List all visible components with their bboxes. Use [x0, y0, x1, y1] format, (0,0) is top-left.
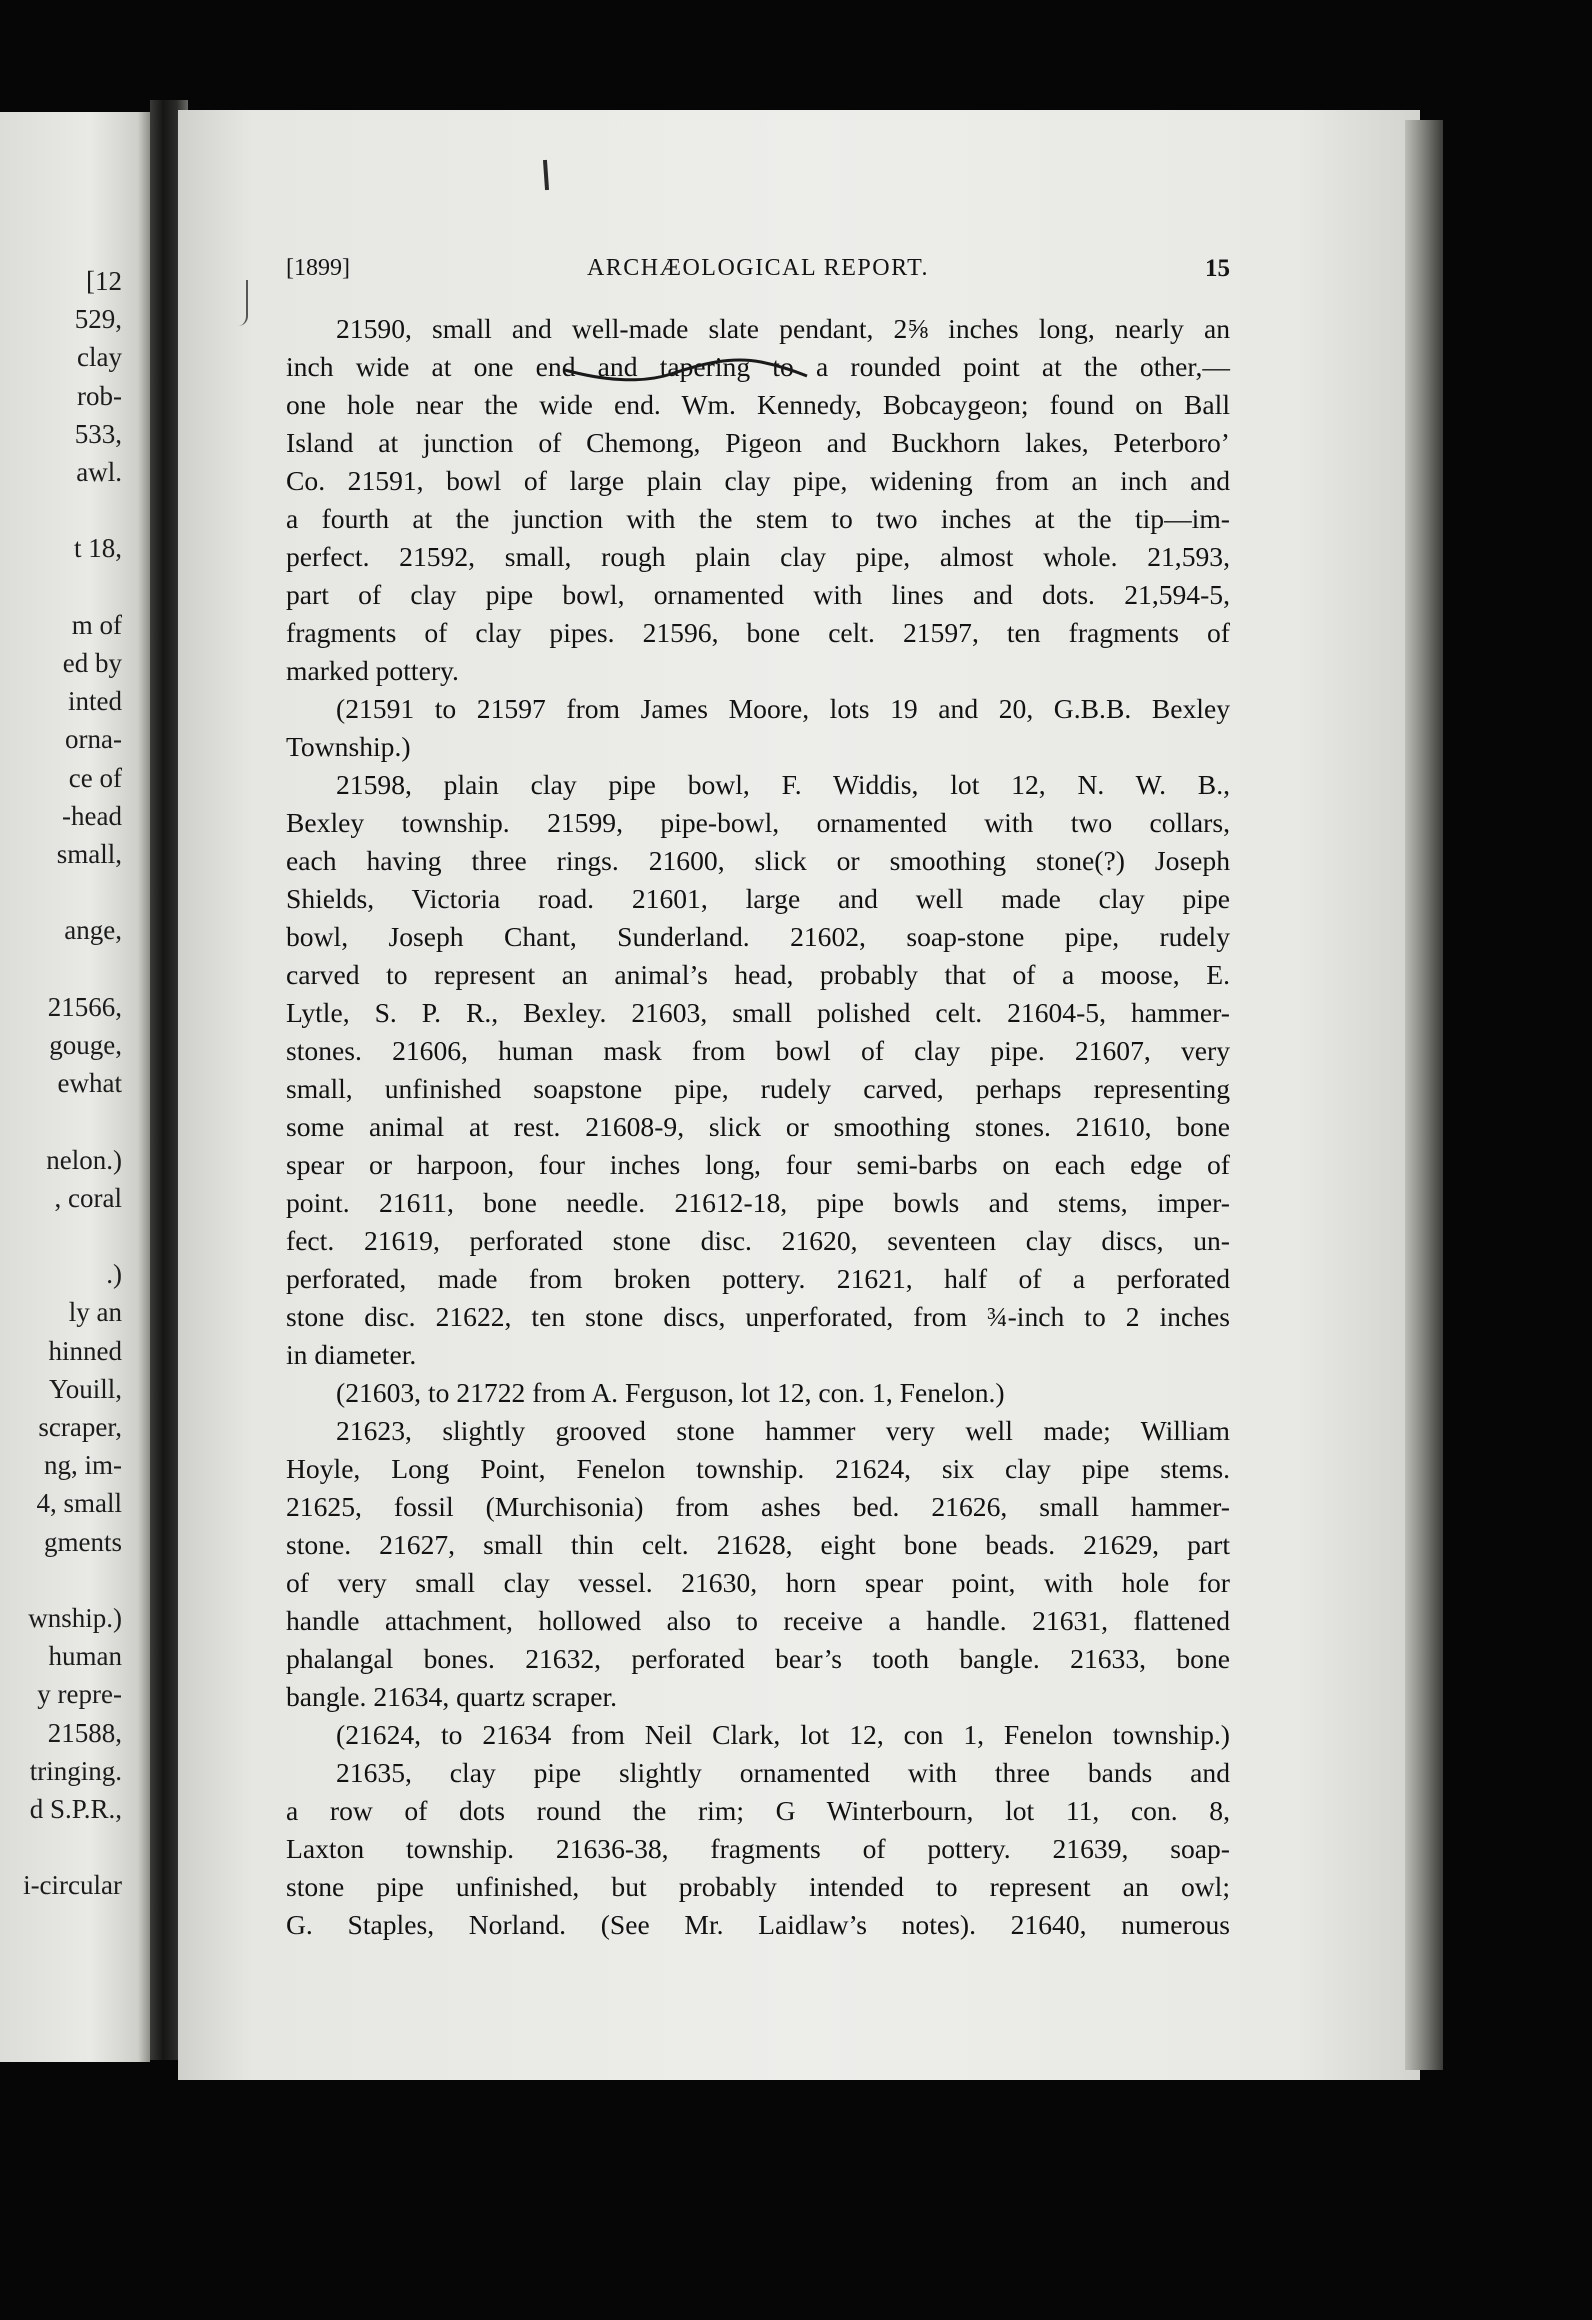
running-header [286, 255, 1230, 291]
text-line: a row of dots round the rim; G Winterbourn, lot 11, con. 8, [286, 1795, 1230, 1826]
text-line: (21624, to 21634 from Neil Clark, lot 12, con 1, Fenelon township.) [336, 1719, 1230, 1750]
left-page-fragment: orna- [65, 724, 122, 755]
left-page-fragment: clay [77, 342, 122, 373]
text-line: in diameter. [286, 1339, 417, 1370]
left-page-fragment: rob- [77, 380, 122, 411]
left-page-fragment: ange, [64, 915, 122, 946]
text-line: of very small clay vessel. 21630, horn spear point, with hole for [286, 1567, 1230, 1598]
text-line: fragments of clay pipes. 21596, bone celt. 21597, ten fragments of [286, 617, 1230, 648]
text-line: perforated, made from broken pottery. 21621, half of a perforated [286, 1263, 1230, 1294]
left-page-fragment: ewhat [57, 1068, 122, 1099]
text-line: phalangal bones. 21632, perforated bear’s tooth bangle. 21633, bone [286, 1643, 1230, 1674]
left-page-fragment: 533, [74, 418, 122, 449]
text-line: 21625, fossil (Murchisonia) from ashes bed. 21626, small hammer- [286, 1491, 1230, 1522]
text-line: (21603, to 21722 from A. Ferguson, lot 12, con. 1, Fenelon.) [336, 1377, 1005, 1408]
text-line: small, unfinished soapstone pipe, rudely carved, perhaps representing [286, 1073, 1230, 1104]
text-line: one hole near the wide end. Wm. Kennedy, Bobcaygeon; found on Ball [286, 389, 1230, 420]
text-line: stones. 21606, human mask from bowl of clay pipe. 21607, very [286, 1035, 1230, 1066]
text-line: inch wide at one end and tapering to a rounded point at the other,— [286, 351, 1230, 382]
text-line: a fourth at the junction with the stem to two inches at the tip—im- [286, 503, 1230, 534]
text-line: carved to represent an animal’s head, probably that of a moose, E. [286, 959, 1230, 990]
left-page-fragment: human [48, 1641, 122, 1672]
text-line: fect. 21619, perforated stone disc. 21620, seventeen clay discs, un- [286, 1225, 1230, 1256]
left-page-fragment: .) [106, 1259, 122, 1290]
text-line: Shields, Victoria road. 21601, large and well made clay pipe [286, 883, 1230, 914]
left-page-fragment: t 18, [73, 533, 122, 564]
pen-strikethrough-mark [561, 350, 811, 384]
text-line: Hoyle, Long Point, Fenelon township. 21624, six clay pipe stems. [286, 1453, 1230, 1484]
left-page-fragment: wnship.) [28, 1603, 122, 1633]
text-line: Bexley township. 21599, pipe-bowl, ornamented with two collars, [286, 807, 1230, 838]
left-page-fragment: scraper, [38, 1412, 122, 1442]
left-page-fragment: 4, small [36, 1488, 122, 1519]
text-line: stone. 21627, small thin celt. 21628, eight bone beads. 21629, part [286, 1529, 1230, 1560]
left-page-fragment: ly an [68, 1297, 122, 1328]
text-line: part of clay pipe bowl, ornamented with lines and dots. 21,594-5, [286, 579, 1230, 610]
left-page-fragment: Youill, [48, 1373, 122, 1404]
text-line: Lytle, S. P. R., Bexley. 21603, small polished celt. 21604-5, hammer- [286, 997, 1230, 1028]
left-page-fragment: inted [68, 686, 122, 717]
text-line: bowl, Joseph Chant, Sunderland. 21602, soap-stone pipe, rudely [286, 921, 1230, 952]
text-line: perfect. 21592, small, rough plain clay pipe, almost whole. 21,593, [286, 541, 1230, 572]
text-line: spear or harpoon, four inches long, four semi-barbs on each edge of [286, 1149, 1230, 1180]
text-line: G. Staples, Norland. (See Mr. Laidlaw’s notes). 21640, numerous [286, 1909, 1230, 1940]
left-page-fragment: i-circular [23, 1870, 122, 1901]
text-line: stone pipe unfinished, but probably intended to represent an owl; [286, 1871, 1230, 1902]
page-number: 15 [1205, 255, 1230, 282]
header-title: ARCHÆOLOGICAL REPORT. [586, 255, 930, 281]
left-page-fragment: 529, [74, 304, 122, 335]
header-year: [1899] [286, 255, 350, 281]
text-line: each having three rings. 21600, slick or smoothing stone(?) Joseph [286, 845, 1230, 876]
text-line: point. 21611, bone needle. 21612-18, pipe bowls and stems, imper- [286, 1187, 1230, 1218]
left-page-fragment: 21588, [47, 1717, 122, 1748]
text-line: some animal at rest. 21608-9, slick or smoothing stones. 21610, bone [286, 1111, 1230, 1142]
left-page-fragment: 21566, [47, 991, 122, 1022]
text-line: handle attachment, hollowed also to receive a handle. 21631, flattened [286, 1605, 1230, 1636]
text-line: 21590, small and well-made slate pendant, 2⅝ inches long, nearly an [336, 313, 1230, 344]
page-edge-shadow [1405, 120, 1443, 2070]
left-page-fragment: tringing. [29, 1755, 122, 1786]
text-line: 21598, plain clay pipe bowl, F. Widdis, lot 12, N. W. B., [336, 769, 1230, 800]
text-line: marked pottery. [286, 655, 459, 686]
previous-page-fragment [0, 112, 150, 2062]
left-page-fragment: ce of [68, 762, 122, 793]
text-line: Island at junction of Chemong, Pigeon and Buckhorn lakes, Peterboro’ [286, 427, 1230, 458]
text-line: 21635, clay pipe slightly ornamented with three bands and [336, 1757, 1230, 1788]
left-page-fragment: -head [62, 800, 122, 831]
left-page-fragment: , coral [54, 1182, 122, 1213]
left-page-fragment: ed by [62, 648, 122, 678]
left-page-fragment: [12 [86, 266, 122, 296]
pencil-bracket-mark [236, 280, 248, 326]
left-page-fragment: awl. [76, 457, 122, 487]
left-page-fragment: nelon.) [46, 1144, 122, 1175]
text-line: Laxton township. 21636-38, fragments of pottery. 21639, soap- [286, 1833, 1230, 1864]
left-page-fragment: gments [44, 1526, 122, 1557]
left-page-fragment: hinned [48, 1335, 122, 1366]
catalogue-text [286, 310, 1230, 1944]
text-line: bangle. 21634, quartz scraper. [286, 1681, 618, 1712]
left-page-fragment: small, [56, 839, 122, 869]
left-page-fragment: y repre- [37, 1679, 122, 1710]
text-line: Township.) [286, 731, 411, 762]
left-page-fragment: ng, im- [44, 1450, 122, 1481]
text-line: Co. 21591, bowl of large plain clay pipe, widening from an inch and [286, 465, 1230, 496]
left-page-fragment: gouge, [49, 1030, 122, 1060]
text-line: stone disc. 21622, ten stone discs, unperforated, from ¾-inch to 2 inches [286, 1301, 1230, 1332]
left-page-fragment: d S.P.R., [29, 1794, 122, 1824]
left-page-fragment: m of [71, 609, 122, 640]
text-line: (21591 to 21597 from James Moore, lots 19 and 20, G.B.B. Bexley [336, 693, 1230, 724]
text-line: 21623, slightly grooved stone hammer very well made; William [336, 1415, 1230, 1446]
